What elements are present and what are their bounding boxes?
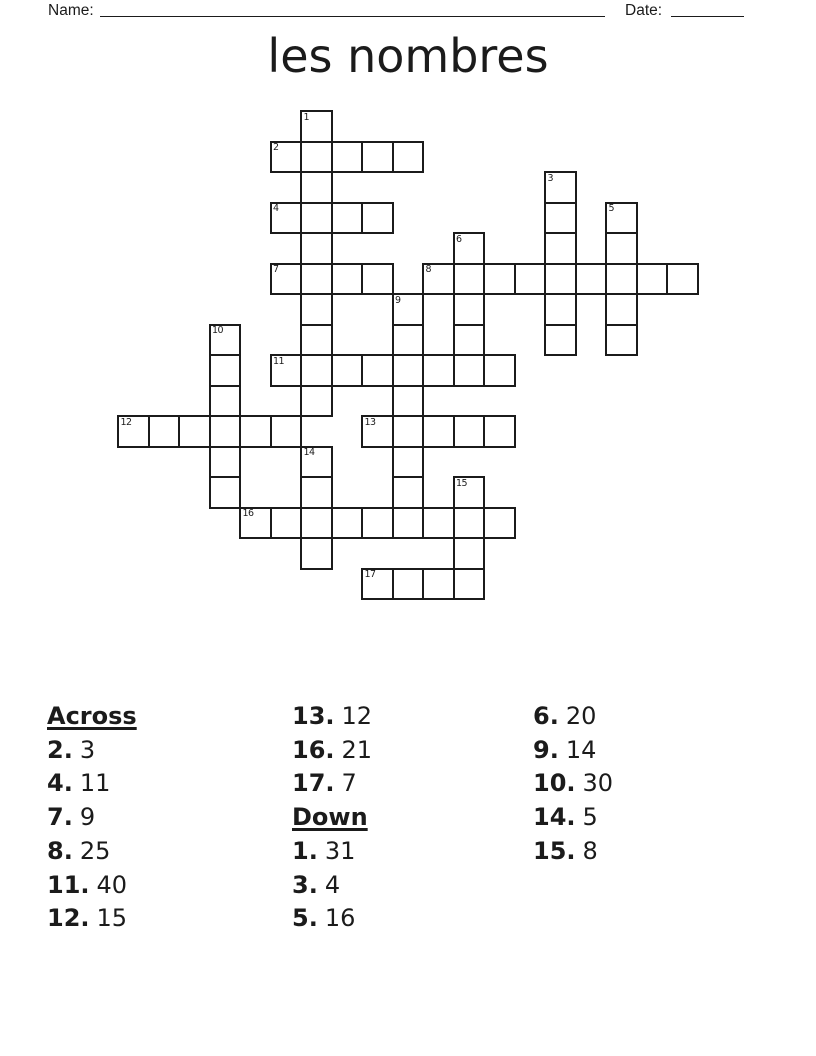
cell-number-5: 5 [608, 203, 615, 214]
grid-cell-9-12[interactable] [392, 476, 425, 509]
clue-answer: 21 [341, 735, 373, 764]
clue-number: 6. [533, 702, 559, 730]
grid-cell-12-8[interactable] [483, 354, 516, 387]
clue-item [47, 801, 137, 835]
grid-cell-10-10[interactable] [422, 415, 455, 448]
grid-cell-2-10[interactable] [178, 415, 211, 448]
name-label: Name: [48, 2, 94, 19]
grid-cell-11-5[interactable] [453, 263, 486, 296]
grid-cell-3-8[interactable] [209, 354, 242, 387]
grid-cell-1-10[interactable] [148, 415, 181, 448]
cell-number-14: 14 [303, 447, 315, 458]
grid-cell-16-6[interactable] [605, 293, 638, 326]
grid-cell-7-5[interactable] [331, 263, 364, 296]
grid-cell-6-3[interactable] [300, 202, 333, 235]
down-heading: Down [292, 803, 368, 832]
grid-cell-8-10[interactable] [361, 415, 394, 448]
grid-cell-3-12[interactable] [209, 476, 242, 509]
grid-cell-8-15[interactable] [361, 568, 394, 601]
grid-cell-6-0[interactable] [300, 110, 333, 143]
clue-answer: 20 [565, 702, 597, 730]
grid-cell-9-7[interactable] [392, 324, 425, 357]
clues-column-3 [533, 700, 613, 869]
clue-answer: 31 [324, 836, 356, 865]
grid-cell-17-5[interactable] [636, 263, 669, 296]
grid-cell-8-13[interactable] [361, 507, 394, 540]
clue-answer: 15 [96, 904, 128, 933]
grid-cell-16-7[interactable] [605, 324, 638, 357]
clue-item [533, 734, 613, 768]
grid-cell-14-4[interactable] [544, 232, 577, 265]
clue-answer: 5 [582, 803, 598, 832]
grid-cell-14-7[interactable] [544, 324, 577, 357]
grid-cell-5-3[interactable] [270, 202, 303, 235]
grid-cell-5-10[interactable] [270, 415, 303, 448]
clue-answer: 12 [341, 702, 373, 730]
clue-item [47, 835, 137, 869]
name-blank-line[interactable] [100, 16, 605, 17]
grid-cell-6-9[interactable] [300, 385, 333, 418]
clue-item [47, 869, 137, 903]
grid-cell-7-8[interactable] [331, 354, 364, 387]
clue-item [292, 902, 372, 936]
grid-cell-11-4[interactable] [453, 232, 486, 265]
clue-answer: 8 [582, 836, 598, 865]
cell-number-12: 12 [120, 416, 132, 428]
clue-item [292, 835, 372, 869]
clue-number: 13. [292, 702, 335, 730]
grid-cell-6-5[interactable] [300, 263, 333, 296]
grid-cell-9-1[interactable] [392, 141, 425, 174]
clue-answer: 3 [79, 735, 96, 764]
across-heading: Across [47, 702, 137, 730]
cell-number-8: 8 [425, 264, 432, 275]
grid-cell-11-7[interactable] [453, 324, 486, 357]
grid-cell-16-5[interactable] [605, 263, 638, 296]
clue-answer: 25 [79, 836, 111, 865]
clue-item [47, 767, 137, 801]
clue-item [292, 767, 372, 801]
grid-cell-4-10[interactable] [239, 415, 272, 448]
grid-cell-15-5[interactable] [575, 263, 608, 296]
grid-cell-6-11[interactable] [300, 446, 333, 479]
grid-cell-12-10[interactable] [483, 415, 516, 448]
grid-cell-8-5[interactable] [361, 263, 394, 296]
cell-number-9: 9 [395, 294, 401, 306]
grid-cell-7-13[interactable] [331, 507, 364, 540]
grid-cell-6-13[interactable] [300, 507, 333, 540]
cell-number-6: 6 [456, 233, 462, 245]
date-label: Date: [625, 2, 663, 19]
clue-number: 16. [292, 735, 335, 764]
cell-number-7: 7 [273, 264, 279, 275]
clue-answer: 16 [324, 904, 356, 933]
grid-cell-11-10[interactable] [453, 415, 486, 448]
grid-cell-10-5[interactable] [422, 263, 455, 296]
clue-number: 3. [292, 870, 318, 899]
date-blank-line[interactable] [671, 16, 744, 17]
clue-item [47, 734, 137, 768]
grid-cell-0-10[interactable] [117, 415, 150, 448]
clue-number: 4. [47, 769, 73, 798]
cell-number-4: 4 [273, 203, 279, 214]
clue-item [292, 734, 372, 768]
grid-cell-11-14[interactable] [453, 537, 486, 570]
cell-number-10: 10 [212, 325, 224, 336]
grid-cell-12-13[interactable] [483, 507, 516, 540]
page-title: les nombres [267, 29, 549, 83]
clue-number: 1. [292, 836, 318, 865]
grid-cell-6-8[interactable] [300, 354, 333, 387]
grid-cell-11-13[interactable] [453, 507, 486, 540]
grid-cell-14-3[interactable] [544, 202, 577, 235]
grid-cell-4-13[interactable] [239, 507, 272, 540]
clue-number: 5. [292, 904, 318, 933]
grid-cell-8-8[interactable] [361, 354, 394, 387]
grid-cell-13-5[interactable] [514, 263, 547, 296]
cell-number-15: 15 [456, 477, 468, 489]
grid-cell-8-1[interactable] [361, 141, 394, 174]
clue-item [292, 869, 372, 903]
cell-number-16: 16 [242, 508, 254, 519]
clue-number: 12. [47, 904, 90, 933]
clue-answer: 30 [582, 769, 614, 798]
grid-cell-3-11[interactable] [209, 446, 242, 479]
clue-answer: 14 [565, 735, 597, 764]
grid-cell-3-7[interactable] [209, 324, 242, 357]
clues-column-2 [292, 700, 372, 936]
grid-cell-9-15[interactable] [392, 568, 425, 601]
grid-cell-5-13[interactable] [270, 507, 303, 540]
cell-number-11: 11 [273, 355, 285, 367]
grid-cell-5-5[interactable] [270, 263, 303, 296]
cell-number-1: 1 [303, 111, 310, 123]
grid-cell-14-5[interactable] [544, 263, 577, 296]
cell-number-13: 13 [364, 416, 376, 428]
grid-cell-9-11[interactable] [392, 446, 425, 479]
clue-number: 9. [533, 735, 559, 764]
grid-cell-16-4[interactable] [605, 232, 638, 265]
grid-cell-14-6[interactable] [544, 293, 577, 326]
clue-answer: 11 [79, 769, 111, 798]
grid-cell-12-5[interactable] [483, 263, 516, 296]
cell-number-17: 17 [364, 569, 376, 580]
clue-item [533, 835, 613, 869]
clue-answer: 4 [324, 870, 341, 899]
grid-cell-9-6[interactable] [392, 293, 425, 326]
clue-number: 8. [47, 836, 73, 865]
grid-cell-11-6[interactable] [453, 293, 486, 326]
clue-number: 14. [533, 803, 576, 832]
grid-cell-11-8[interactable] [453, 354, 486, 387]
grid-cell-16-3[interactable] [605, 202, 638, 235]
clue-item [533, 767, 613, 801]
grid-cell-3-9[interactable] [209, 385, 242, 418]
grid-cell-6-6[interactable] [300, 293, 333, 326]
clue-number: 10. [533, 769, 576, 798]
grid-cell-10-8[interactable] [422, 354, 455, 387]
grid-cell-10-13[interactable] [422, 507, 455, 540]
grid-cell-9-8[interactable] [392, 354, 425, 387]
clue-answer: 9 [79, 803, 96, 832]
grid-cell-10-15[interactable] [422, 568, 455, 601]
clues-column-1 [47, 700, 137, 936]
grid-cell-6-12[interactable] [300, 476, 333, 509]
grid-cell-9-13[interactable] [392, 507, 425, 540]
grid-cell-6-1[interactable] [300, 141, 333, 174]
clue-number: 11. [47, 870, 90, 899]
clue-number: 15. [533, 836, 576, 865]
grid-cell-7-3[interactable] [331, 202, 364, 235]
grid-cell-6-2[interactable] [300, 171, 333, 204]
cell-number-3: 3 [547, 172, 554, 184]
clue-answer: 7 [341, 769, 357, 798]
grid-cell-14-2[interactable] [544, 171, 577, 204]
grid-cell-6-4[interactable] [300, 232, 333, 265]
grid-cell-11-12[interactable] [453, 476, 486, 509]
clue-item [533, 801, 613, 835]
clue-item [47, 902, 137, 936]
grid-cell-3-10[interactable] [209, 415, 242, 448]
grid-cell-7-1[interactable] [331, 141, 364, 174]
grid-cell-6-7[interactable] [300, 324, 333, 357]
grid-cell-5-1[interactable] [270, 141, 303, 174]
clue-number: 17. [292, 769, 335, 798]
grid-cell-9-10[interactable] [392, 415, 425, 448]
grid-cell-18-5[interactable] [666, 263, 699, 296]
clue-number: 7. [47, 803, 73, 832]
grid-cell-9-9[interactable] [392, 385, 425, 418]
clue-item [292, 700, 372, 734]
clue-item [533, 700, 613, 734]
grid-cell-5-8[interactable] [270, 354, 303, 387]
grid-cell-6-14[interactable] [300, 537, 333, 570]
grid-cell-8-3[interactable] [361, 202, 394, 235]
grid-cell-11-15[interactable] [453, 568, 486, 601]
clue-answer: 40 [96, 870, 128, 899]
clue-number: 2. [47, 735, 73, 764]
cell-number-2: 2 [273, 142, 279, 153]
